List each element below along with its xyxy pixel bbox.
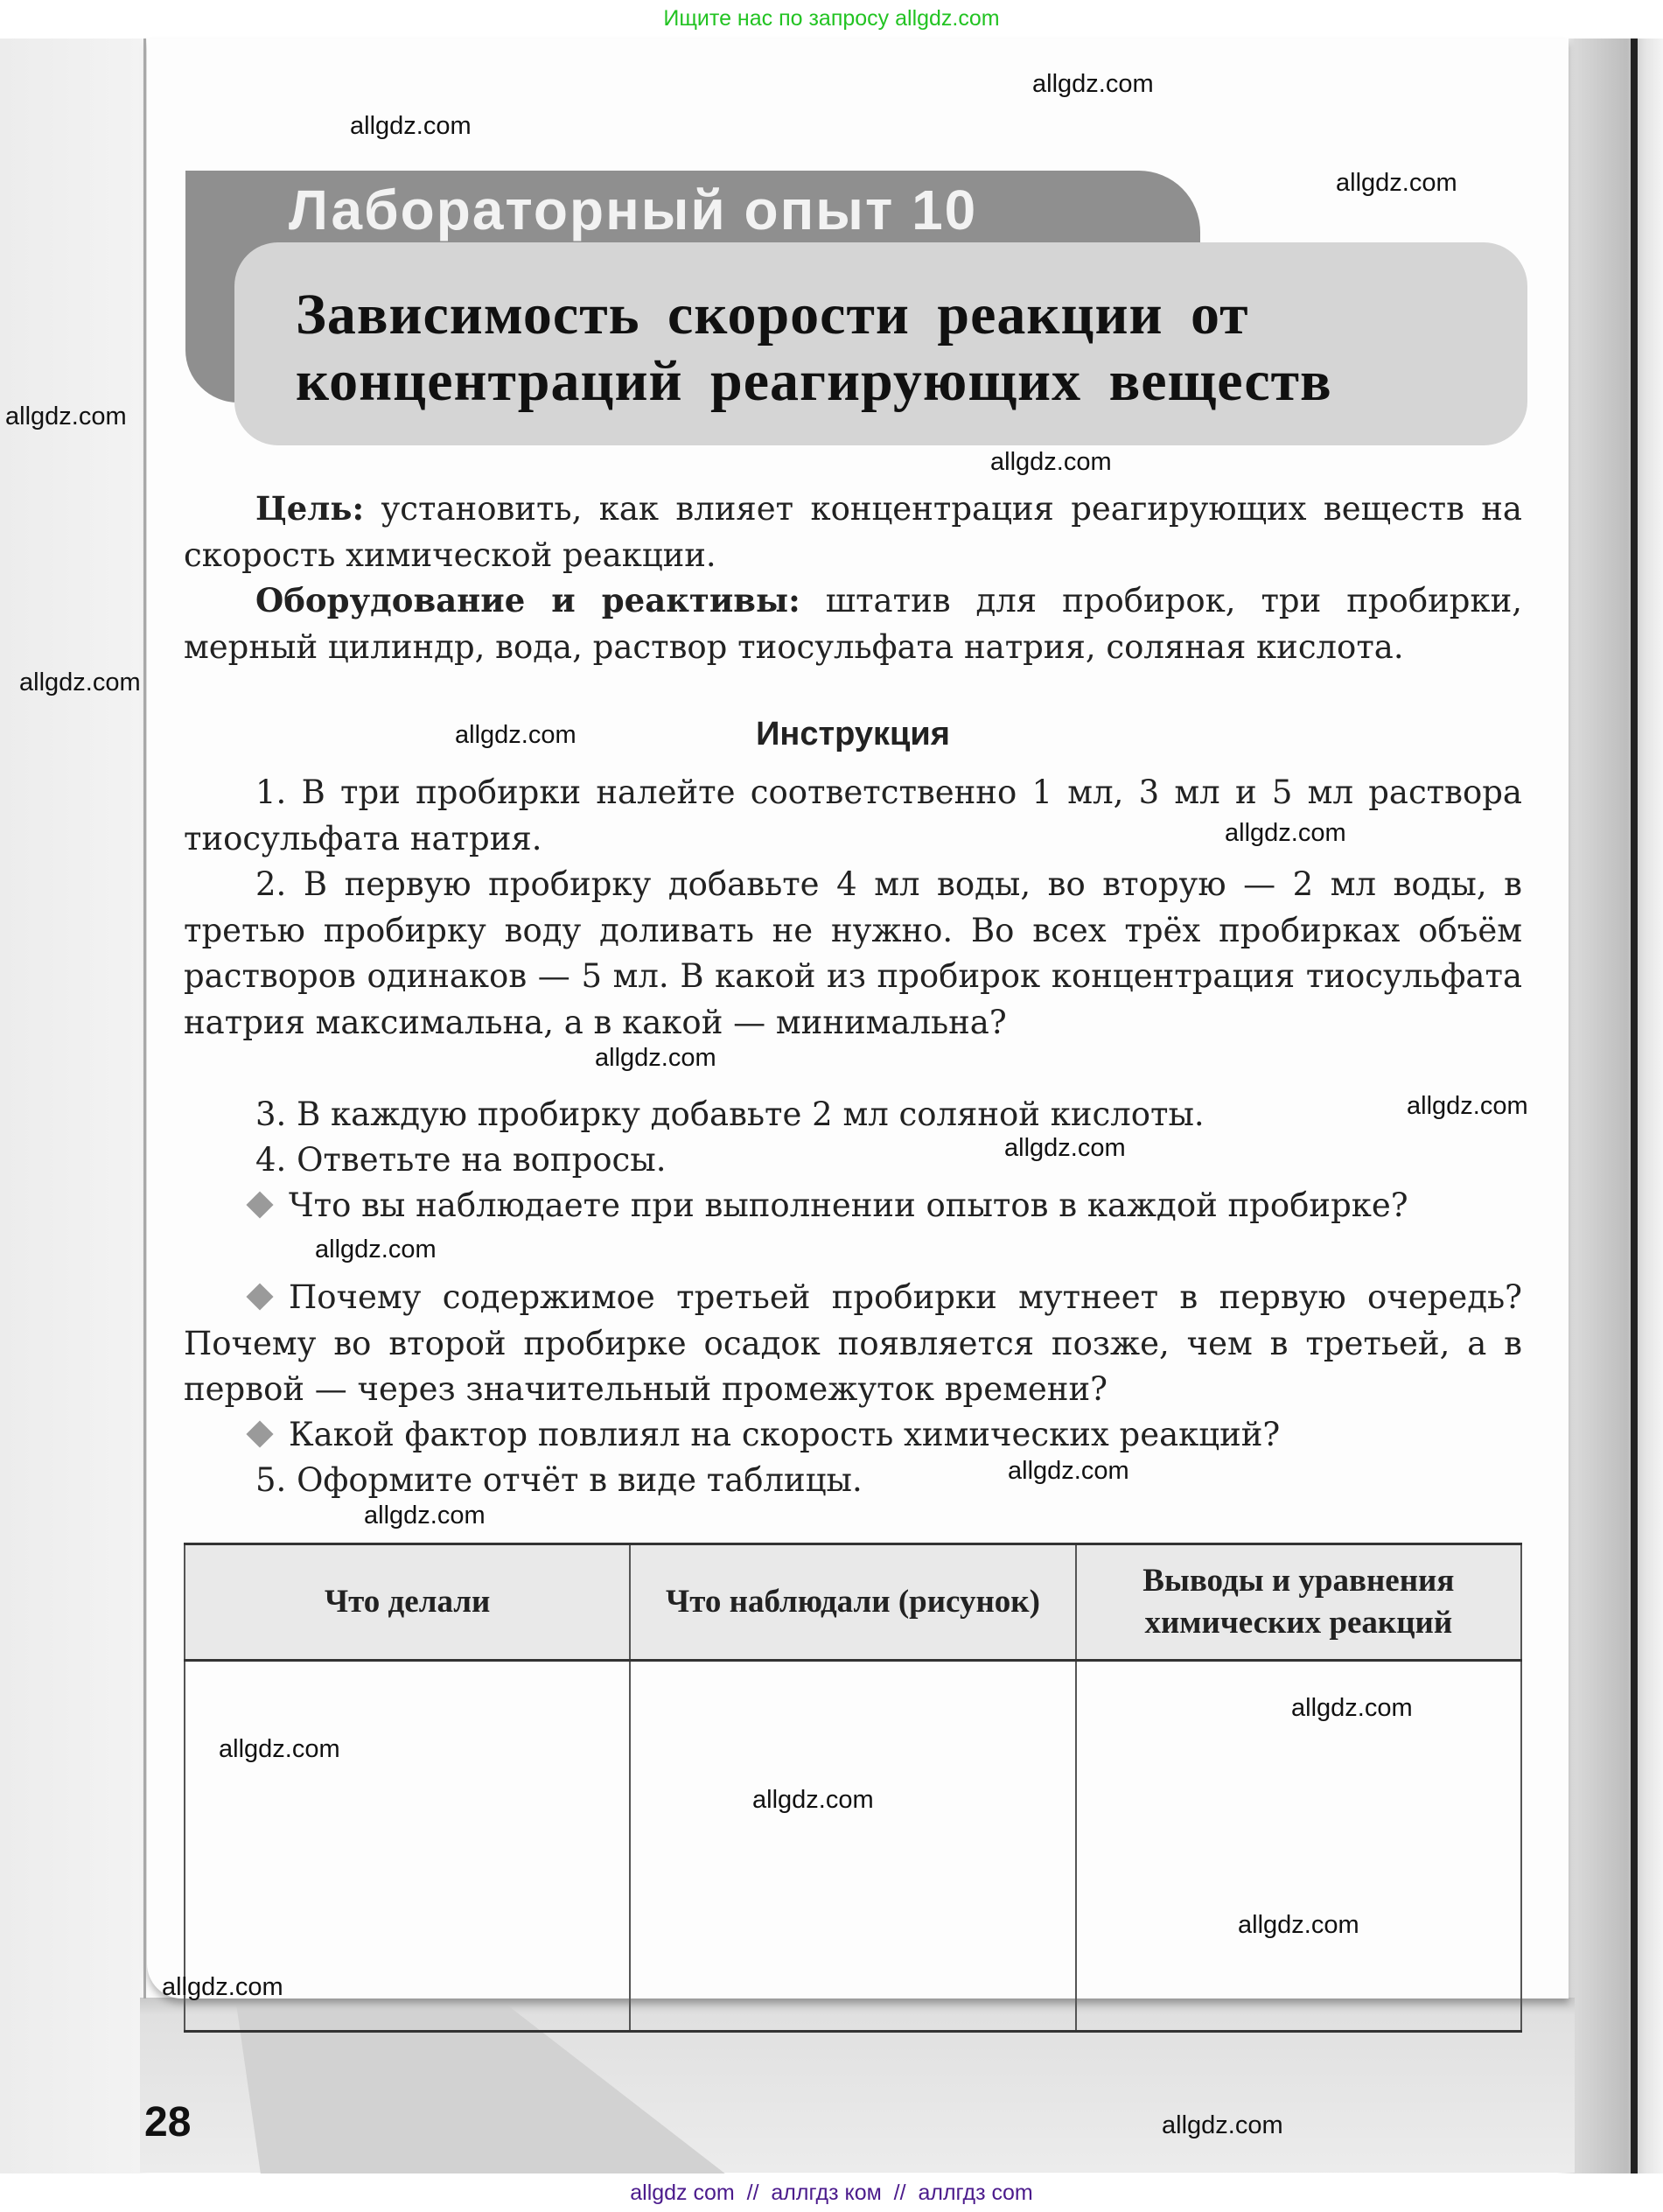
- answer-cell-observed[interactable]: [630, 1661, 1075, 2032]
- diamond-bullet-icon: [246, 1420, 273, 1447]
- watermark: allgdz.com: [1008, 1457, 1129, 1485]
- step-4: [184, 1138, 1522, 1184]
- goal-paragraph: [184, 486, 1522, 578]
- step-3: [184, 1092, 1522, 1138]
- page-title-line-2: концентраций реагирующих веществ: [296, 349, 1332, 413]
- equipment-paragraph: [184, 578, 1522, 670]
- question-3: [184, 1412, 1522, 1459]
- watermark: allgdz.com: [1162, 2111, 1283, 2139]
- footer-link-text[interactable]: allgdz com // аллгдз ком // аллгдз com: [630, 2180, 1033, 2205]
- diamond-bullet-icon: [246, 1191, 273, 1218]
- watermark: allgdz.com: [1291, 1694, 1413, 1722]
- watermark: allgdz.com: [315, 1236, 437, 1264]
- watermark: allgdz.com: [1004, 1134, 1126, 1162]
- question-1: [184, 1183, 1522, 1229]
- table-header-row: [185, 1544, 1521, 1661]
- watermark: allgdz.com: [752, 1786, 874, 1814]
- step-number: 2.: [255, 865, 287, 903]
- step-text: В каждую пробирку добавьте 2 мл соляной кислоты.: [286, 1096, 1205, 1133]
- question-text: Что вы наблюдаете при выполнении опытов в каждой пробирке?: [289, 1186, 1408, 1224]
- page-title-line-1: Зависимость скорости реакции от: [296, 283, 1249, 346]
- watermark: allgdz.com: [990, 448, 1112, 476]
- equipment-label: Оборудование и реактивы:: [255, 581, 800, 620]
- diamond-bullet-icon: [246, 1283, 273, 1310]
- step-number: 4.: [255, 1141, 287, 1179]
- watermark: allgdz.com: [595, 1044, 716, 1072]
- watermark: allgdz.com: [350, 112, 472, 140]
- watermark: allgdz.com: [1407, 1092, 1528, 1120]
- goal-label: Цель:: [255, 489, 365, 528]
- step-5: [184, 1458, 1522, 1504]
- step-text: В три пробирки налейте соответственно 1 мл, 3 мл и 5 мл раствора тиосульфата натрия.: [184, 774, 1522, 858]
- watermark: allgdz.com: [219, 1735, 340, 1763]
- search-hint-text: Ищите нас по запросу allgdz.com: [663, 6, 1000, 31]
- step-1: [184, 770, 1522, 862]
- instructions-heading: Инструкция: [756, 716, 950, 752]
- column-header-observed: Что наблюдали (рисунок): [630, 1544, 1075, 1661]
- watermark: allgdz.com: [19, 668, 141, 696]
- step-number: 3.: [255, 1096, 287, 1133]
- question-text: Почему содержимое третьей пробирки мутнеет в первую очередь? Почему во второй пробирке осадок появляется позже, чем в третьей, а в первой — через значительный промежуток времени?: [184, 1278, 1522, 1408]
- column-header-conclusions: Выводы и уравнения химических реакций: [1076, 1544, 1521, 1661]
- watermark: allgdz.com: [455, 721, 576, 749]
- watermark: allgdz.com: [5, 402, 127, 430]
- step-number: 5.: [255, 1461, 287, 1499]
- step-number: 1.: [255, 774, 287, 811]
- watermark: allgdz.com: [1238, 1911, 1359, 1939]
- watermark: allgdz.com: [1032, 70, 1154, 98]
- column-header-what-done: Что делали: [185, 1544, 630, 1661]
- step-text: Ответьте на вопросы.: [286, 1141, 667, 1179]
- watermark: allgdz.com: [162, 1973, 283, 2001]
- top-search-banner: [0, 0, 1663, 38]
- footer-links: [0, 2174, 1663, 2212]
- watermark: allgdz.com: [364, 1502, 486, 1530]
- step-text: В первую пробирку добавьте 4 мл воды, во вторую — 2 мл воды, в третью пробирку воду доливать не нужно. Во всех трёх пробирках объём растворов одинаков — 5 мл. В какой из пробирок концентрация тиосульфата натрия максимальна, а в какой — минимальна?: [184, 865, 1522, 1041]
- goal-text: установить, как влияет концентрация реагирующих веществ на скорость химической реакции.: [184, 490, 1522, 574]
- page-number: 28: [144, 2099, 192, 2146]
- lab-label: Лабораторный опыт 10: [289, 178, 978, 242]
- question-text: Какой фактор повлиял на скорость химических реакций?: [289, 1416, 1281, 1453]
- question-2: [184, 1275, 1522, 1413]
- step-text: Оформите отчёт в виде таблицы.: [286, 1461, 863, 1499]
- watermark: allgdz.com: [1225, 819, 1346, 847]
- page-binding-edge: [1631, 38, 1638, 2174]
- page-left-edge: [143, 38, 146, 1998]
- equipment-text: штатив для пробирок, три пробирки, мерный цилиндр, вода, раствор тиосульфата натрия, соляная кислота.: [184, 582, 1522, 666]
- step-2: [184, 862, 1522, 1046]
- watermark: allgdz.com: [1336, 169, 1457, 197]
